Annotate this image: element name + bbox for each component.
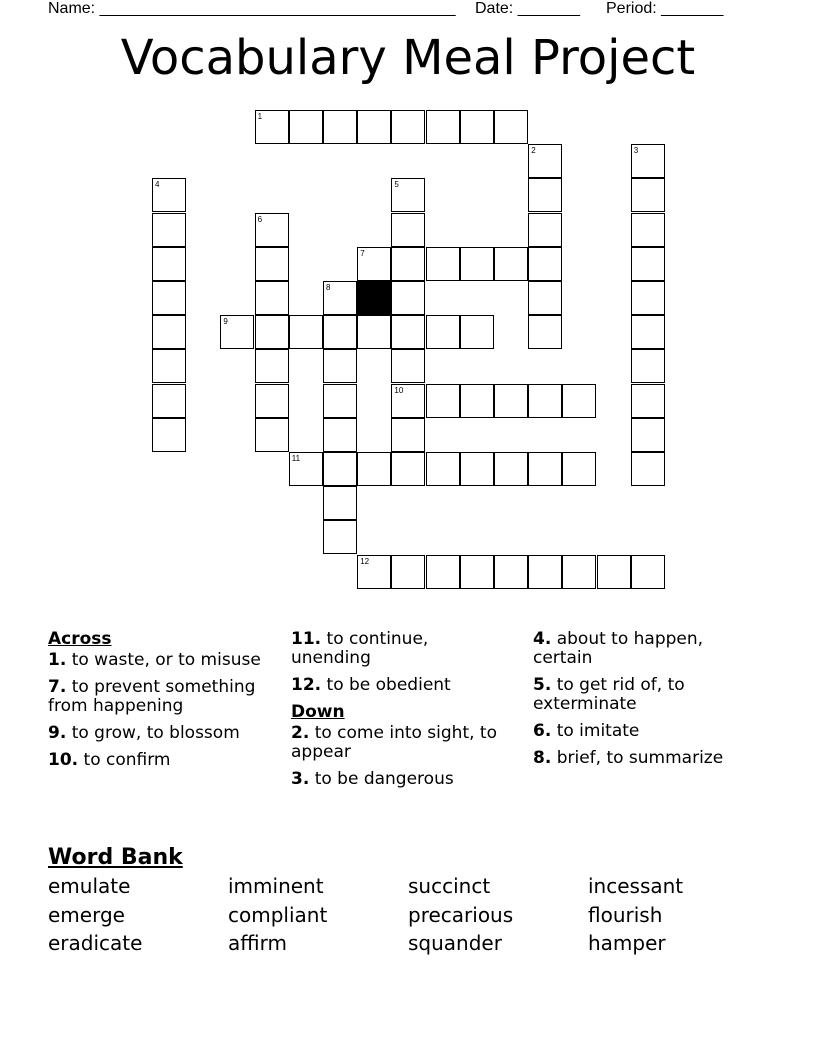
word-bank-word: affirm: [228, 931, 287, 955]
grid-cell[interactable]: [323, 315, 357, 349]
word-bank-word: emerge: [48, 902, 125, 927]
grid-cell[interactable]: [323, 418, 357, 452]
grid-cell[interactable]: [460, 247, 494, 281]
page-title: Vocabulary Meal Project: [120, 30, 696, 86]
grid-cell[interactable]: [357, 110, 391, 144]
word-bank-word: incessant: [588, 874, 684, 898]
grid-cell[interactable]: [528, 452, 562, 486]
grid-cell[interactable]: [528, 213, 562, 247]
period-field[interactable]: Period: _______: [606, 0, 724, 17]
grid-cell[interactable]: [562, 452, 596, 486]
grid-cell[interactable]: [323, 281, 357, 315]
clue-across-7: 7. to prevent something from happening: [48, 677, 256, 716]
clue-number: 7: [360, 248, 365, 258]
clue-number: 6: [257, 214, 263, 224]
word-bank-word: succinct: [408, 874, 491, 898]
word-bank-word: precarious: [408, 902, 514, 927]
grid-cell[interactable]: [323, 349, 357, 383]
clue-number: 4: [155, 180, 160, 190]
clue-down-5: 5. to get rid of, to exterminate: [533, 675, 685, 714]
grid-cell[interactable]: [426, 555, 460, 589]
grid-cell[interactable]: [323, 452, 357, 486]
grid-cell[interactable]: [152, 213, 186, 247]
clue-down-6: 6. to imitate: [533, 721, 640, 741]
grid-cell[interactable]: [391, 247, 425, 281]
grid-cell[interactable]: [631, 349, 665, 383]
grid-cell[interactable]: [426, 452, 460, 486]
grid-cell[interactable]: [255, 281, 289, 315]
grid-cell[interactable]: [255, 384, 289, 418]
grid-cell[interactable]: [528, 178, 562, 212]
grid-cell[interactable]: [255, 110, 289, 144]
grid-cell[interactable]: [323, 486, 357, 520]
grid-cell[interactable]: [631, 178, 665, 212]
down-heading: Down: [291, 702, 345, 722]
grid-cell[interactable]: [289, 315, 323, 349]
grid-cell[interactable]: [631, 213, 665, 247]
grid-cell[interactable]: [631, 281, 665, 315]
clue-across-9: 9. to grow, to blossom: [48, 723, 240, 743]
date-field[interactable]: Date: _______: [475, 0, 580, 17]
clue-across-11: 11. to continue, unending: [291, 629, 429, 668]
grid-cell[interactable]: [631, 247, 665, 281]
grid-cell[interactable]: [631, 384, 665, 418]
clue-across-10: 10. to confirm: [48, 750, 171, 770]
grid-cell[interactable]: [597, 555, 631, 589]
grid-cell[interactable]: [631, 452, 665, 486]
black-cell: [357, 281, 391, 315]
grid-cell[interactable]: [426, 247, 460, 281]
clue-number: 5: [394, 180, 399, 190]
grid-cell[interactable]: [255, 418, 289, 452]
grid-cell[interactable]: [255, 315, 289, 349]
grid-cell[interactable]: [152, 384, 186, 418]
word-bank-word: compliant: [228, 902, 328, 927]
grid-cell[interactable]: [494, 110, 528, 144]
grid-cell[interactable]: [460, 315, 494, 349]
grid-cell[interactable]: [528, 247, 562, 281]
grid-cell[interactable]: [323, 520, 357, 554]
grid-cell[interactable]: [391, 418, 425, 452]
grid-cell[interactable]: [562, 384, 596, 418]
grid-cell[interactable]: [391, 281, 425, 315]
clue-number: 8: [326, 283, 331, 292]
grid-cell[interactable]: [391, 178, 425, 212]
grid-cell[interactable]: [494, 247, 528, 281]
grid-cell[interactable]: [152, 281, 186, 315]
clue-down-8: 8. brief, to summarize: [533, 748, 724, 768]
grid-cell[interactable]: [152, 178, 186, 212]
clue-down-3: 3. to be dangerous: [291, 769, 454, 789]
word-bank-word: eradicate: [48, 931, 143, 955]
clue-number: 3: [633, 146, 639, 156]
grid-cell[interactable]: [494, 384, 528, 418]
grid-cell[interactable]: [152, 247, 186, 281]
word-bank-word: flourish: [588, 902, 663, 927]
grid-cell[interactable]: [357, 452, 391, 486]
clue-number: 12: [360, 556, 370, 566]
clue-across-1: 1. to waste, or to misuse: [48, 650, 261, 670]
grid-cell[interactable]: [391, 315, 425, 349]
clues-col-1: [48, 630, 273, 778]
grid-cell[interactable]: [152, 349, 186, 383]
grid-cell[interactable]: [255, 349, 289, 383]
grid-cell[interactable]: [391, 110, 425, 144]
grid-cell[interactable]: [460, 384, 494, 418]
word-bank-word: hamper: [588, 931, 666, 955]
grid-cell[interactable]: [494, 452, 528, 486]
grid-cell[interactable]: [391, 555, 425, 589]
grid-cell[interactable]: [631, 144, 665, 178]
grid-cell[interactable]: [289, 452, 323, 486]
across-heading: Across: [48, 629, 112, 649]
grid-cell[interactable]: [528, 144, 562, 178]
grid-cell[interactable]: [323, 110, 357, 144]
grid-cell[interactable]: [426, 315, 460, 349]
clue-down-4: 4. about to happen, certain: [533, 629, 704, 668]
grid-cell[interactable]: [460, 555, 494, 589]
clues-col-2: [291, 630, 511, 797]
grid-cell[interactable]: [562, 555, 596, 589]
clue-across-12: 12. to be obedient: [291, 675, 451, 695]
grid-cell[interactable]: [357, 315, 391, 349]
grid-cell[interactable]: [391, 349, 425, 383]
grid-cell[interactable]: [426, 384, 460, 418]
clues-col-3: [533, 630, 733, 776]
grid-cell[interactable]: [426, 110, 460, 144]
grid-cell[interactable]: [528, 315, 562, 349]
grid-cell[interactable]: [528, 555, 562, 589]
grid-cell[interactable]: [357, 555, 391, 589]
grid-cell[interactable]: [391, 213, 425, 247]
grid-cell[interactable]: [357, 247, 391, 281]
grid-cell[interactable]: [289, 110, 323, 144]
clue-number: 1: [257, 112, 263, 121]
word-bank-word: squander: [408, 931, 502, 955]
word-bank-heading: Word Bank: [48, 845, 183, 870]
grid-cell[interactable]: [631, 555, 665, 589]
grid-cell[interactable]: [460, 452, 494, 486]
grid-cell[interactable]: [391, 384, 425, 418]
clue-number: 9: [223, 317, 228, 327]
grid-cell[interactable]: [255, 213, 289, 247]
grid-cell[interactable]: [631, 315, 665, 349]
grid-cell[interactable]: [528, 384, 562, 418]
name-field[interactable]: Name: ________________________________________: [48, 0, 456, 17]
clue-number: 2: [531, 146, 536, 156]
clue-number: 11: [291, 454, 301, 463]
clue-down-2: 2. to come into sight, to appear: [291, 723, 497, 762]
grid-cell[interactable]: [323, 384, 357, 418]
grid-cell[interactable]: [152, 315, 186, 349]
grid-cell[interactable]: [631, 418, 665, 452]
grid-cell[interactable]: [460, 110, 494, 144]
grid-cell[interactable]: [255, 247, 289, 281]
grid-cell[interactable]: [494, 555, 528, 589]
word-bank-word: imminent: [228, 874, 324, 898]
word-bank-word: emulate: [48, 874, 131, 898]
grid-cell[interactable]: [391, 452, 425, 486]
grid-cell[interactable]: [528, 281, 562, 315]
clue-number: 10: [394, 385, 404, 395]
grid-cell[interactable]: [152, 418, 186, 452]
grid-cell[interactable]: [220, 315, 254, 349]
